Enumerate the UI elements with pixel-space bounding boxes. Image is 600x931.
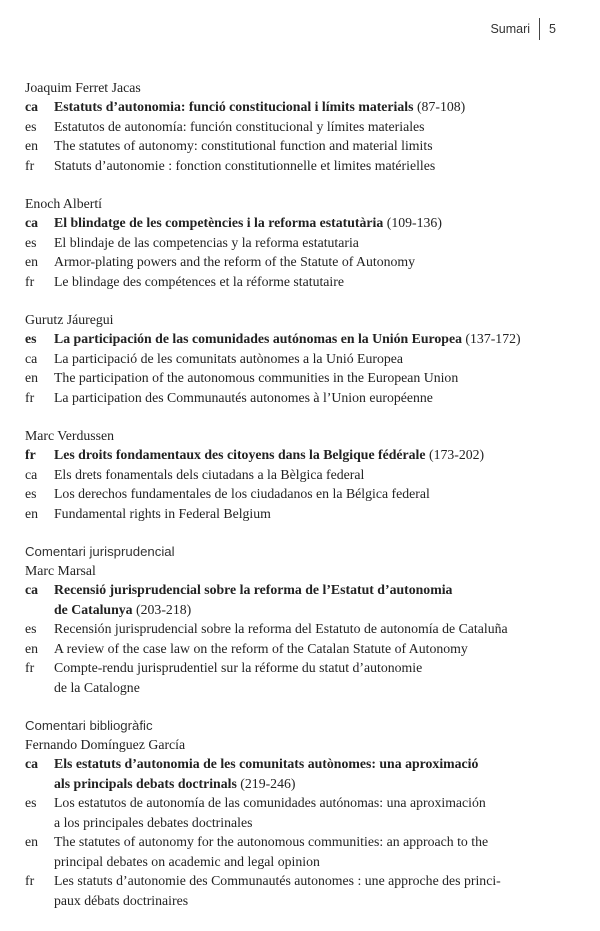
language-code: fr	[25, 873, 35, 888]
translated-title-line-continued	[25, 813, 565, 833]
translated-title: Els drets fonamentals dels ciutadans a la Bèlgica federal	[54, 466, 365, 482]
main-title-line-continued	[25, 600, 565, 620]
main-title-line	[25, 580, 565, 600]
translated-title: The statutes of autonomy: constitutional function and material limits	[54, 138, 433, 153]
translated-title-line	[25, 233, 565, 253]
language-code: es	[25, 795, 37, 810]
page-number: 5	[549, 22, 556, 36]
article-title: Les droits fondamentaux des citoyens dans la Belgique fédérale	[54, 447, 426, 462]
language-code: fr	[25, 273, 35, 289]
author-name: Marc Marsal	[25, 563, 96, 578]
translated-title-line	[25, 368, 565, 388]
language-code: es	[25, 621, 37, 636]
author-name: Gurutz Jáuregui	[25, 312, 114, 327]
translated-title-continued: paux débats doctrinaires	[54, 892, 189, 908]
translated-title: Estatutos de autonomía: función constitucional y límites materiales	[54, 118, 425, 134]
article-title-continued: de Catalunya	[54, 601, 133, 617]
article-title: Recensió jurisprudencial sobre la reforma de l’Estatut d’autonomia	[54, 582, 453, 597]
page-range: (109-136)	[386, 215, 442, 230]
translated-title: El blindaje de las competencias y la reforma estatutaria	[54, 234, 359, 250]
translated-title: Fundamental rights in Federal Belgium	[54, 505, 271, 521]
article-title: Estatuts d’autonomia: funció constitucional i límits materials	[54, 99, 414, 114]
author-name: Fernando Domínguez García	[25, 737, 186, 752]
main-title-line-continued	[25, 774, 565, 794]
translated-title: La participation des Communautés autonomes à l’Union européenne	[54, 389, 433, 405]
author-name: Enoch Albertí	[25, 196, 103, 211]
page-range: (87-108)	[416, 99, 466, 114]
translated-title-line	[25, 484, 565, 504]
language-code: en	[25, 370, 39, 385]
translated-title-line	[25, 272, 565, 292]
page-range: (173-202)	[428, 447, 485, 462]
translated-title: The participation of the autonomous communities in the European Union	[54, 370, 459, 385]
translated-title-line	[25, 658, 565, 678]
language-code: en	[25, 834, 39, 849]
translated-title: La participació de les comunitats autònomes a la Unió Europea	[54, 350, 404, 366]
translated-title-line	[25, 252, 565, 272]
translated-title: The statutes of autonomy for the autonomous communities: an approach to the	[54, 834, 489, 849]
page-range: (219-246)	[240, 775, 296, 791]
language-code: fr	[25, 447, 36, 462]
main-title-line	[25, 754, 565, 774]
toc-entry	[25, 310, 565, 407]
language-code: es	[25, 486, 37, 501]
main-title-line	[25, 329, 565, 349]
translated-title: Recensión jurisprudencial sobre la reforma del Estatuto de autonomía de Cataluña	[54, 621, 508, 636]
translated-title-line-continued	[25, 852, 565, 872]
translated-title-continued: a los principales debates doctrinales	[54, 814, 253, 830]
translated-title-line	[25, 793, 565, 813]
main-title-line	[25, 97, 565, 117]
article-title-continued: als principals debats doctrinals	[54, 775, 237, 791]
language-code: ca	[25, 99, 39, 114]
translated-title: Los derechos fundamentales de los ciudadanos en la Bélgica federal	[54, 486, 430, 501]
main-title-line	[25, 445, 565, 465]
translated-title-continued: principal debates on academic and legal opinion	[54, 853, 320, 869]
language-code: es	[25, 234, 37, 250]
translated-title-line	[25, 832, 565, 852]
section-label: Comentari jurisprudencial	[25, 544, 175, 559]
translated-title: Compte-rendu jurisprudentiel sur la réforme du statut d’autonomie	[54, 660, 423, 675]
language-code: fr	[25, 157, 35, 173]
translated-title-line	[25, 465, 565, 485]
running-head	[490, 18, 556, 40]
translated-title: Les statuts d’autonomie des Communautés autonomes : une approche des princi-	[54, 873, 501, 888]
translated-title-line	[25, 349, 565, 369]
table-of-contents	[25, 78, 565, 929]
language-code: en	[25, 138, 39, 153]
language-code: fr	[25, 660, 35, 675]
language-code: ca	[25, 756, 39, 771]
translated-title-line-continued	[25, 678, 565, 698]
author-name: Marc Verdussen	[25, 428, 115, 443]
translated-title-continued: de la Catalogne	[54, 679, 140, 695]
translated-title: Los estatutos de autonomía de las comunidades autónomas: una aproximación	[54, 795, 486, 810]
translated-title-line	[25, 871, 565, 891]
running-head-section: Sumari	[490, 22, 531, 36]
language-code: ca	[25, 466, 38, 482]
translated-title-line	[25, 639, 565, 659]
translated-title-line	[25, 388, 565, 408]
page-range: (203-218)	[136, 601, 192, 617]
language-code: ca	[25, 350, 38, 366]
toc-entry	[25, 426, 565, 523]
page-range: (137-172)	[465, 331, 521, 346]
translated-title: A review of the case law on the reform of the Catalan Statute of Autonomy	[54, 640, 468, 656]
toc-entry	[25, 542, 565, 697]
translated-title: Le blindage des compétences et la réforme statutaire	[54, 273, 344, 289]
article-title: El blindatge de les competències i la reforma estatutària	[54, 215, 384, 230]
language-code: en	[25, 640, 39, 656]
translated-title: Armor-plating powers and the reform of the Statute of Autonomy	[54, 254, 416, 269]
running-head-divider	[539, 18, 540, 40]
language-code: fr	[25, 389, 35, 405]
translated-title-line	[25, 117, 565, 137]
article-title: La participación de las comunidades autónomas en la Unión Europea	[54, 331, 462, 346]
language-code: en	[25, 254, 39, 269]
translated-title-line	[25, 619, 565, 639]
author-name: Joaquim Ferret Jacas	[25, 80, 141, 95]
translated-title-line	[25, 136, 565, 156]
toc-entry	[25, 716, 565, 910]
main-title-line	[25, 213, 565, 233]
translated-title-line-continued	[25, 891, 565, 911]
language-code: en	[25, 505, 39, 521]
translated-title-line	[25, 156, 565, 176]
language-code: es	[25, 331, 37, 346]
language-code: es	[25, 118, 37, 134]
toc-entry	[25, 78, 565, 175]
language-code: ca	[25, 215, 39, 230]
translated-title-line	[25, 504, 565, 524]
language-code: ca	[25, 582, 39, 597]
toc-entry	[25, 194, 565, 291]
section-label: Comentari bibliogràfic	[25, 718, 153, 733]
translated-title: Statuts d’autonomie : fonction constitutionnelle et limites matérielles	[54, 157, 436, 173]
article-title: Els estatuts d’autonomia de les comunitats autònomes: una aproximació	[54, 756, 479, 771]
